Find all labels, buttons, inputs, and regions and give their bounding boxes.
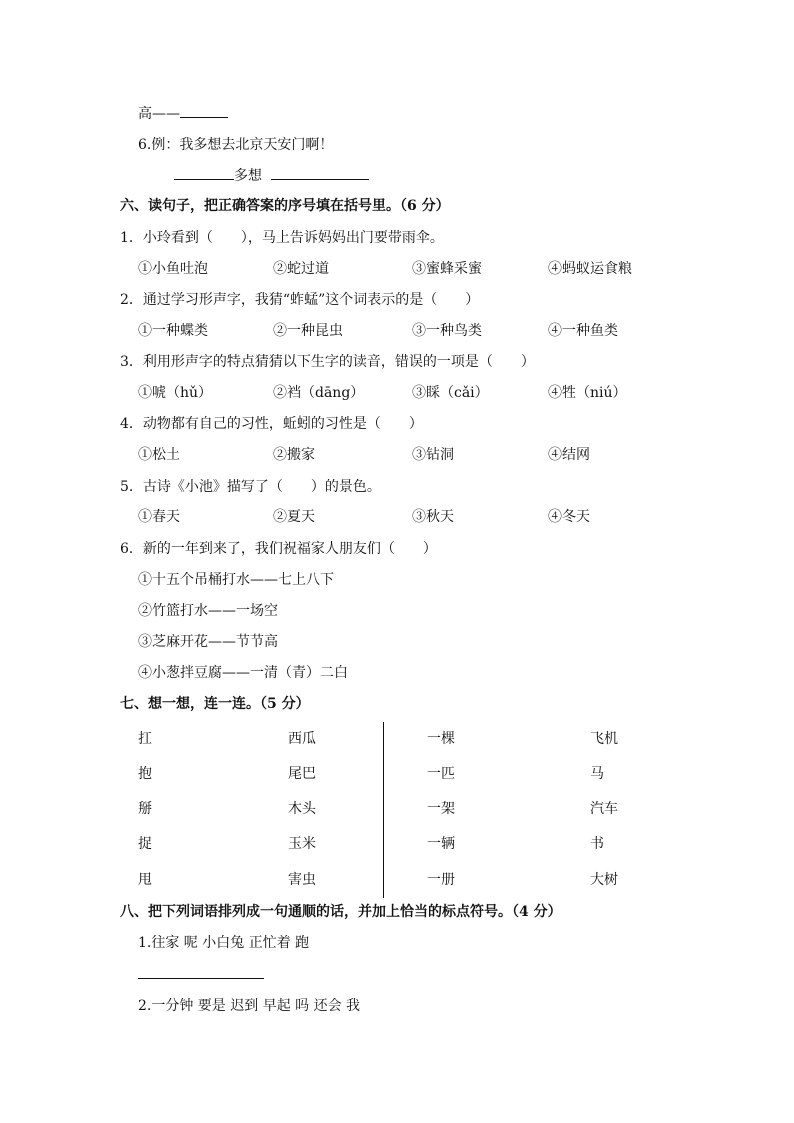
q3-option-4: ④牲（niú） xyxy=(548,385,627,401)
col1-item[interactable]: 扛 xyxy=(138,731,152,747)
col1-item[interactable]: 甩 xyxy=(138,872,152,888)
sentence-item-1: 1.往家 呢 小白兔 正忙着 跑 xyxy=(138,935,310,951)
col3-item[interactable]: 一棵 xyxy=(427,731,455,747)
question-4: 4．动物都有自己的习性，蚯蚓的习性是（ ） xyxy=(120,416,423,432)
q4-option-1: ①松土 xyxy=(138,447,180,463)
col3-item[interactable]: 一辆 xyxy=(427,836,455,852)
q2-option-4: ④一种鱼类 xyxy=(548,323,618,339)
col3-item[interactable]: 一架 xyxy=(427,801,455,817)
gao-line xyxy=(138,103,228,124)
col4-item[interactable]: 马 xyxy=(590,766,604,782)
q1-option-2: ②蛇过道 xyxy=(273,261,329,277)
col2-item[interactable]: 玉米 xyxy=(288,836,316,852)
answer-blank-right[interactable] xyxy=(271,165,369,180)
section6-heading: 六、读句子，把正确答案的序号填在括号里。（6 分） xyxy=(120,198,450,214)
q5-option-3: ③秋天 xyxy=(412,509,454,525)
q5-option-4: ④冬天 xyxy=(548,509,590,525)
question-5: 5．古诗《小池》描写了（ ）的景色。 xyxy=(120,479,381,495)
q6-option-2: ②竹篮打水——一场空 xyxy=(138,603,278,619)
q2-option-1: ①一种蝶类 xyxy=(138,323,208,339)
q3-option-2: ②裆（dāng） xyxy=(273,385,365,401)
q1-option-4: ④蚂蚁运食粮 xyxy=(548,261,632,277)
col3-item[interactable]: 一册 xyxy=(427,872,455,888)
col4-item[interactable]: 大树 xyxy=(590,872,618,888)
q5-option-1: ①春天 xyxy=(138,509,180,525)
example6-fill-line xyxy=(174,165,369,186)
col4-item[interactable]: 飞机 xyxy=(590,731,618,747)
q2-option-3: ③一种鸟类 xyxy=(412,323,482,339)
q5-option-2: ②夏天 xyxy=(273,509,315,525)
q4-option-2: ②搬家 xyxy=(273,447,315,463)
col2-item[interactable]: 西瓜 xyxy=(288,731,316,747)
question-2: 2．通过学习形声字，我猜“蚱蜢”这个词表示的是（ ） xyxy=(120,292,480,308)
question-3: 3．利用形声字的特点猜猜以下生字的读音，错误的一项是（ ） xyxy=(120,354,535,370)
col4-item[interactable]: 汽车 xyxy=(590,801,618,817)
col1-item[interactable]: 掰 xyxy=(138,801,152,817)
q3-option-1: ①唬（hǔ） xyxy=(138,385,213,401)
q1-option-1: ①小鱼吐泡 xyxy=(138,261,208,277)
col3-item[interactable]: 一匹 xyxy=(427,766,455,782)
answer-line[interactable] xyxy=(138,978,264,979)
q6-option-3: ③芝麻开花——节节高 xyxy=(138,634,278,650)
col2-item[interactable]: 害虫 xyxy=(288,872,316,888)
example6-label: 6.例：我多想去北京天安门啊！ xyxy=(138,137,334,153)
section7-heading: 七、想一想，连一连。（5 分） xyxy=(120,696,310,712)
question-6: 6．新的一年到来了，我们祝福家人朋友们（ ） xyxy=(120,541,437,557)
answer-blank[interactable] xyxy=(180,103,228,118)
q3-option-3: ③睬（cǎi） xyxy=(412,385,489,401)
col1-item[interactable]: 抱 xyxy=(138,766,152,782)
column-divider xyxy=(383,722,384,898)
q4-option-4: ④结网 xyxy=(548,447,590,463)
q4-option-3: ③钻洞 xyxy=(412,447,454,463)
col2-item[interactable]: 尾巴 xyxy=(288,766,316,782)
gao-prefix: 高—— xyxy=(138,106,180,122)
col2-item[interactable]: 木头 xyxy=(288,801,316,817)
example6-mid: 多想 xyxy=(234,168,262,184)
question-1: 1．小玲看到（ ），马上告诉妈妈出门要带雨伞。 xyxy=(120,230,444,246)
section8-heading: 八、把下列词语排列成一句通顺的话，并加上恰当的标点符号。（4 分） xyxy=(120,904,562,920)
col1-item[interactable]: 捉 xyxy=(138,836,152,852)
answer-blank-left[interactable] xyxy=(174,165,234,180)
col4-item[interactable]: 书 xyxy=(590,836,604,852)
q2-option-2: ②一种昆虫 xyxy=(273,323,343,339)
q6-option-4: ④小葱拌豆腐——一清（青）二白 xyxy=(138,665,348,681)
sentence-item-2: 2.一分钟 要是 迟到 早起 吗 还会 我 xyxy=(138,998,361,1014)
q6-option-1: ①十五个吊桶打水——七上八下 xyxy=(138,572,334,588)
q1-option-3: ③蜜蜂采蜜 xyxy=(412,261,482,277)
